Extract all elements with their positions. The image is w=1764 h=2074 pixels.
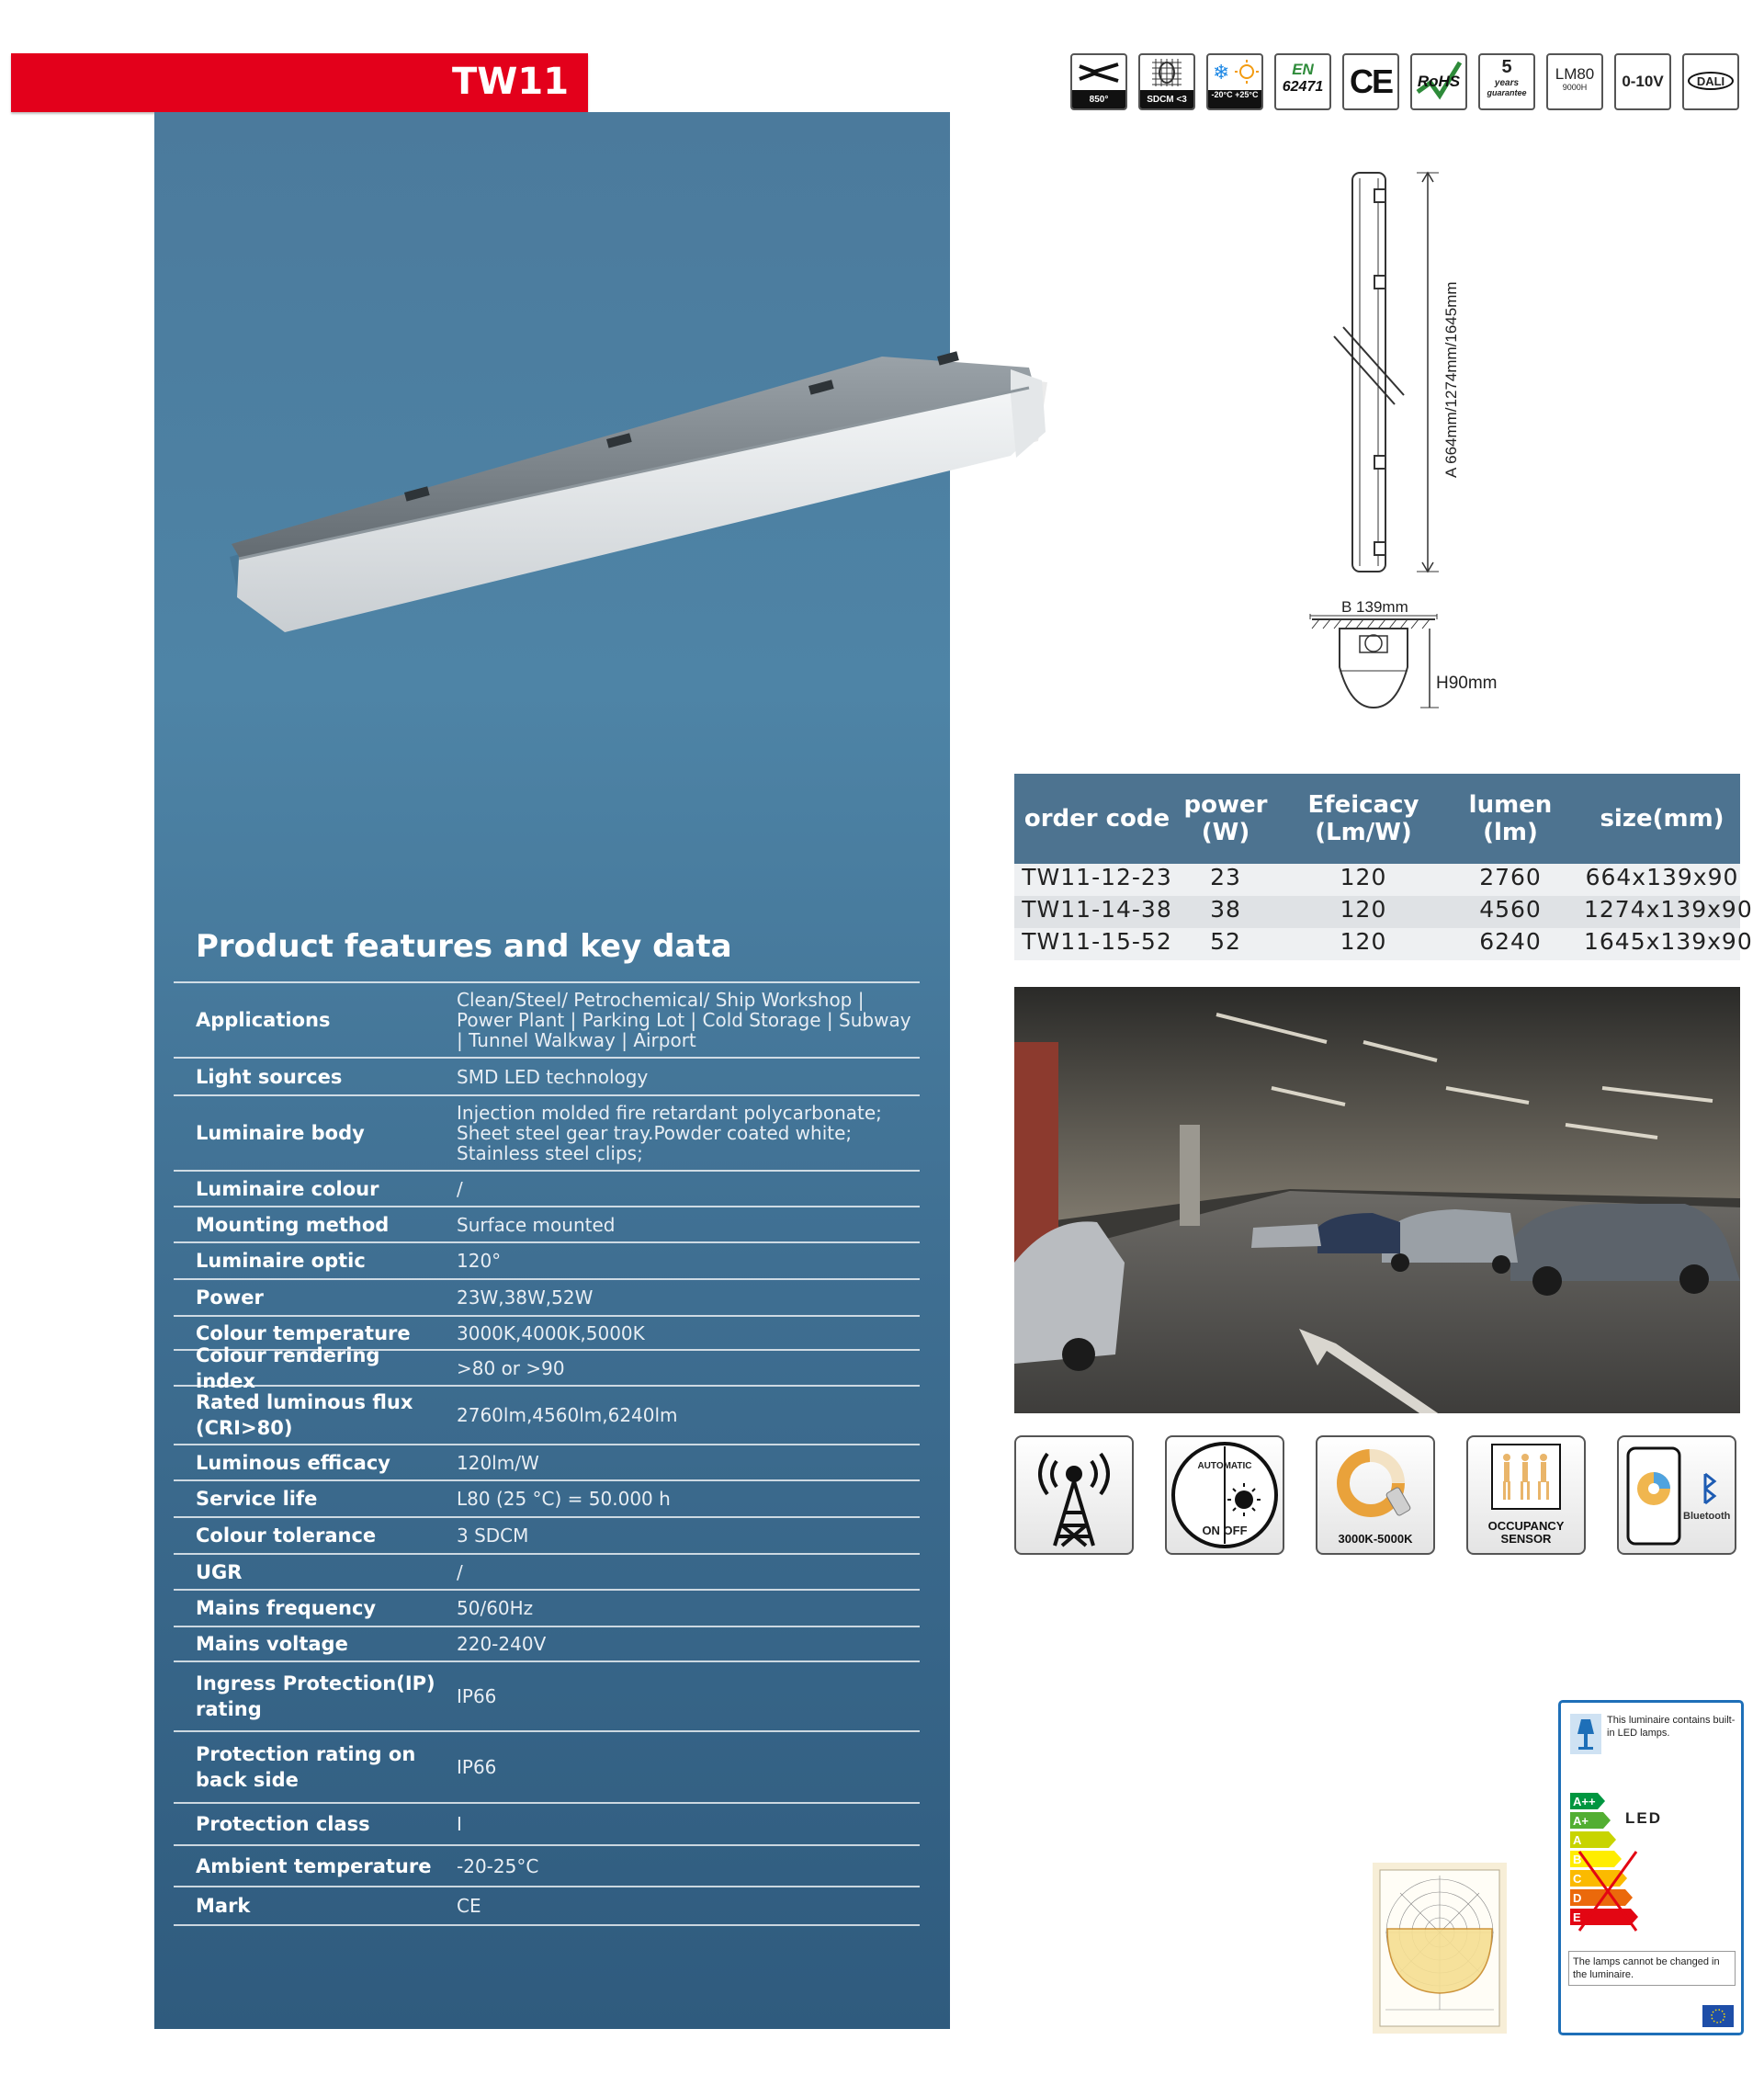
spec-value: / — [457, 1560, 463, 1583]
lm80-hours: 9000H — [1562, 83, 1588, 92]
spec-value: IP66 — [457, 1685, 497, 1707]
order-table — [1014, 774, 1753, 960]
application-photo — [1014, 987, 1740, 1413]
dimension-width: B 139mm — [1341, 598, 1408, 616]
column-header: lumen (lm) — [1468, 791, 1553, 846]
spec-value: -20-25°C — [457, 1854, 539, 1877]
spec-row — [174, 981, 920, 1057]
size-cell: 1274x139x90 — [1584, 896, 1753, 923]
table-row — [1014, 928, 1753, 960]
table-row — [1014, 864, 1740, 896]
class-label: D — [1573, 1891, 1582, 1905]
spec-row — [174, 1444, 920, 1479]
ce-icon — [1342, 53, 1399, 110]
spec-label: Service life — [196, 1488, 318, 1510]
order-code: TW11-14-38 — [1022, 896, 1172, 923]
spec-label: Light sources — [196, 1065, 343, 1088]
energy-bottom-text: The lamps cannot be changed in the luminaire. — [1568, 1951, 1736, 1986]
lumen-cell: 6240 — [1479, 928, 1542, 955]
spec-row — [174, 1206, 920, 1241]
bluetooth-app-icon — [1617, 1435, 1736, 1555]
spec-label: UGR — [196, 1560, 243, 1583]
occupancy-caption: OCCUPANCY SENSOR — [1487, 1519, 1565, 1546]
spec-row — [174, 1730, 920, 1802]
spec-label: Mains voltage — [196, 1633, 348, 1655]
class-label: E — [1573, 1910, 1581, 1924]
energy-top-text: This luminaire contains built-in LED lamps. — [1607, 1715, 1736, 1739]
dimming-label: 0-10V — [1622, 73, 1664, 90]
cert-label: SDCM <3 — [1140, 90, 1193, 110]
spec-label: Luminaire optic — [196, 1250, 366, 1272]
features-heading: Product features and key data — [196, 928, 732, 965]
spec-row — [174, 1094, 920, 1170]
spec-row — [174, 1385, 920, 1444]
dali-icon — [1682, 53, 1739, 110]
spec-row — [174, 1516, 920, 1553]
warranty-guarantee-text: guarantee — [1487, 88, 1527, 97]
automatic-day-night-icon — [1165, 1435, 1284, 1555]
dimming-icon — [1614, 53, 1671, 110]
spec-label: Colour temperature — [196, 1321, 411, 1344]
power-cell: 52 — [1210, 928, 1241, 955]
spec-row — [174, 1886, 920, 1926]
spec-value: 120° — [457, 1250, 502, 1272]
class-label: A+ — [1573, 1814, 1589, 1828]
order-table-header — [1014, 774, 1740, 864]
spec-value: 120lm/W — [457, 1451, 539, 1474]
lumen-cell: 2760 — [1479, 864, 1542, 890]
temperature-resistance-icon — [1070, 53, 1127, 110]
spec-row — [174, 1553, 920, 1589]
power-cell: 23 — [1210, 864, 1241, 890]
spec-label: Colour rendering index — [196, 1343, 380, 1392]
spec-value: Clean/Steel/ Petrochemical/ Ship Workshop | Power Plant | Parking Lot | Cold Storage | Subway | Tunnel Walkway | Airport — [457, 989, 911, 1051]
dimension-height: H90mm — [1436, 674, 1498, 693]
spec-label: Ambient temperature — [196, 1854, 432, 1877]
spec-label: Rated luminous flux (CRI>80) — [196, 1391, 413, 1439]
dali-label: DALI — [1688, 72, 1734, 90]
spec-value: L80 (25 °C) = 50.000 h — [457, 1488, 671, 1510]
spec-value: CE — [457, 1895, 481, 1917]
spec-value: 2760lm,4560lm,6240lm — [457, 1404, 678, 1426]
spec-value: >80 or >90 — [457, 1356, 565, 1379]
class-label: C — [1573, 1872, 1582, 1886]
warranty-years-text: years — [1494, 78, 1520, 88]
column-header: order code — [1023, 805, 1170, 833]
table-row — [1014, 896, 1753, 928]
spec-row — [174, 1057, 920, 1094]
title-bar — [11, 53, 588, 112]
led-label: LED — [1625, 1809, 1662, 1827]
product-title: TW11 — [452, 61, 570, 103]
spec-value: 3000K,4000K,5000K — [457, 1321, 645, 1344]
spec-label: Protection class — [196, 1813, 370, 1835]
power-cell: 38 — [1210, 896, 1241, 923]
dimension-length: A 664mm/1274mm/1645mm — [1442, 281, 1460, 478]
energy-label — [1558, 1700, 1744, 2035]
bluetooth-caption: Bluetooth — [1683, 1511, 1731, 1522]
spec-value: 220-240V — [457, 1633, 547, 1655]
spec-label: Mark — [196, 1895, 251, 1917]
spec-value: Ⅰ — [457, 1813, 462, 1835]
spec-label: Mains frequency — [196, 1597, 377, 1619]
spec-row — [174, 1660, 920, 1730]
order-code: TW11-15-52 — [1022, 928, 1172, 955]
column-header: size(mm) — [1600, 805, 1724, 833]
eu-flag-icon — [1702, 2005, 1734, 2027]
cert-label: 850° — [1072, 90, 1125, 110]
class-label: A++ — [1573, 1795, 1596, 1808]
cert-label: -20°C +25°C — [1208, 90, 1261, 110]
spec-label: Mounting method — [196, 1213, 390, 1236]
spec-label: Luminaire body — [196, 1122, 365, 1144]
radar-sensor-icon — [1014, 1435, 1134, 1555]
lm80-label: LM80 — [1555, 65, 1595, 83]
occupancy-sensor-icon — [1466, 1435, 1586, 1555]
spec-row — [174, 1479, 920, 1516]
automatic-label: AUTOMATIC — [1197, 1461, 1252, 1471]
lamp-icon — [1570, 1714, 1601, 1754]
on-off-label: ON OFF — [1202, 1524, 1248, 1537]
order-code: TW11-12-23 — [1022, 864, 1172, 890]
spec-row — [174, 1802, 920, 1844]
temp-range-icon — [1206, 53, 1263, 110]
warranty-years: 5 — [1501, 57, 1512, 77]
cert-ce: CE — [1349, 62, 1392, 100]
order-table-body — [1014, 864, 1753, 960]
spec-label: Power — [196, 1286, 264, 1309]
lm80-icon — [1546, 53, 1603, 110]
cct-remote-icon — [1316, 1435, 1435, 1555]
rohs-icon — [1410, 53, 1467, 110]
spec-label: Protection rating on back side — [196, 1743, 416, 1791]
size-cell: 664x139x90 — [1585, 864, 1739, 890]
spec-value: 50/60Hz — [457, 1597, 534, 1619]
spec-row — [174, 1626, 920, 1660]
spec-row — [174, 1844, 920, 1886]
cert-en-number: 62471 — [1282, 79, 1324, 95]
warranty-icon — [1478, 53, 1535, 110]
spec-value: / — [457, 1177, 463, 1200]
spec-label: Luminaire colour — [196, 1177, 379, 1200]
cct-caption: 3000K-5000K — [1338, 1532, 1413, 1546]
spec-table — [174, 981, 920, 1926]
spec-label: Colour tolerance — [196, 1524, 377, 1547]
efficacy-cell: 120 — [1340, 928, 1387, 955]
spec-value: 23W,38W,52W — [457, 1286, 594, 1309]
spec-value: SMD LED technology — [457, 1065, 649, 1088]
size-cell: 1645x139x90 — [1584, 928, 1753, 955]
spec-label: Ingress Protection(IP) rating — [196, 1672, 435, 1720]
sdcm-icon — [1138, 53, 1195, 110]
spec-row — [174, 1278, 920, 1315]
efficacy-cell: 120 — [1340, 864, 1387, 890]
dimension-drawing — [1286, 156, 1507, 726]
spec-label: Applications — [196, 1009, 331, 1031]
column-header: power (W) — [1183, 791, 1268, 846]
column-header: Efeicacy (Lm/W) — [1307, 791, 1419, 846]
lumen-cell: 4560 — [1479, 896, 1542, 923]
class-label: B — [1573, 1853, 1582, 1866]
spec-row — [174, 1343, 920, 1392]
cert-en: EN — [1292, 61, 1314, 78]
spec-row — [174, 1589, 920, 1626]
spec-value: Surface mounted — [457, 1213, 616, 1236]
spec-label: Luminous efficacy — [196, 1451, 390, 1474]
polar-diagram — [1373, 1863, 1507, 2034]
spec-value: 3 SDCM — [457, 1524, 529, 1547]
spec-row — [174, 1170, 920, 1206]
cert-rohs: RoHS — [1417, 73, 1461, 90]
class-label: A — [1573, 1833, 1582, 1847]
svg-text:❄: ❄ — [1213, 62, 1230, 85]
spec-value: IP66 — [457, 1756, 497, 1778]
spec-value: Injection molded fire retardant polycarbonate; Sheet steel gear tray.Powder coated white; Stainless steel clips; — [457, 1102, 882, 1164]
en-icon — [1274, 53, 1331, 110]
luminaire-image — [220, 340, 1047, 643]
efficacy-cell: 120 — [1340, 896, 1387, 923]
spec-row — [174, 1241, 920, 1278]
